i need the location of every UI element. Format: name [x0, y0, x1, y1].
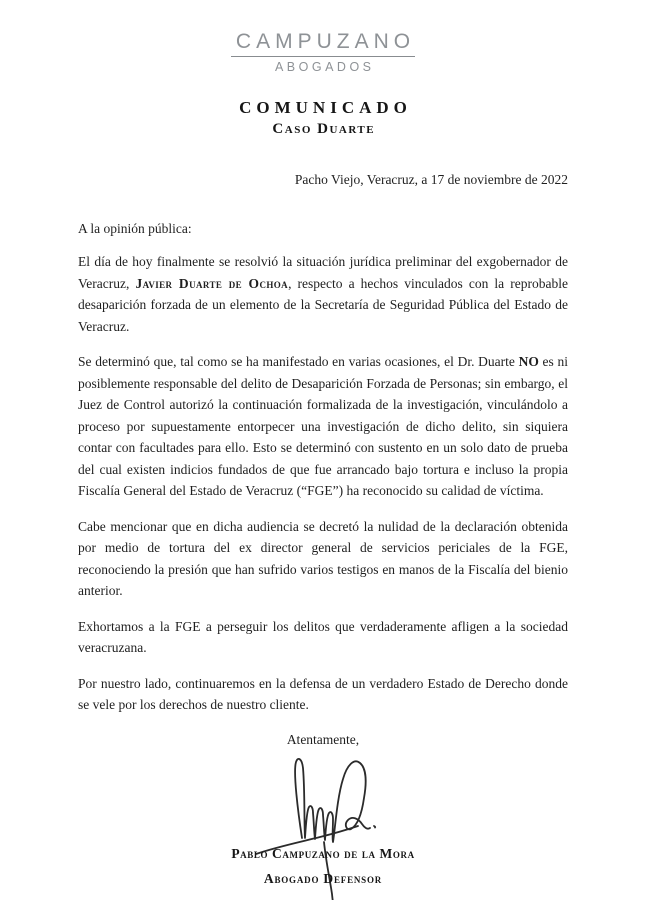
paragraph-2-emphasis-no: NO	[518, 354, 539, 369]
handwritten-signature-icon	[248, 750, 398, 844]
logo-brand-name: CAMPUZANO	[231, 30, 415, 57]
closing-block	[78, 732, 568, 887]
dateline: Pacho Viejo, Veracruz, a 17 de noviembre de 2022	[294, 172, 568, 187]
paragraph-2	[78, 351, 568, 502]
paragraph-1-emphasis-name: Javier Duarte de Ochoa	[135, 275, 289, 291]
paragraph-2-text-pre: Se determinó que, tal como se ha manifestado en varias ocasiones, el Dr. Duarte	[78, 354, 519, 369]
paragraph-2-text-post: es ni posiblemente responsable del delito de Desaparición Forzada de Personas; sin embargo, el Juez de Control autorizó la continuación formalizada de la investigación, vinculándolo a proceso por supuestamente entorpecer una investigación de dicho delito, sin siquiera contar con facultades para ello. Esto se determinó con sustento en un solo dato de prueba del cual existen indicios fundados de que fue arrancado bajo tortura e incluso la propia Fiscalía General del Estado de Veracruz (“FGE”) ha reconocido su calidad de víctima.	[78, 354, 568, 498]
paragraph-3: Cabe mencionar que en dicha audiencia se decretó la nulidad de la declaración obtenida por medio de tortura del ex director general de servicios periciales de la FGE, reconociendo la presión que han sufrido varios testigos en manos de la Fiscalía del bienio anterior.	[78, 518, 568, 598]
law-firm-logo	[78, 30, 568, 74]
signer-title: Abogado Defensor	[263, 870, 383, 886]
paragraph-1	[78, 251, 568, 337]
headline-title: COMUNICADO	[239, 98, 412, 117]
logo-subtitle: ABOGADOS	[274, 60, 375, 74]
paragraph-1-text-post: , respecto a hechos vinculados con la reprobable desaparición forzada de un elemento de la Secretaría de Seguridad Pública del Estado de Veracruz.	[78, 275, 568, 334]
closing-salutation: Atentamente,	[286, 731, 360, 747]
paragraph-1-text-pre: El día de hoy finalmente se resolvió la situación jurídica preliminar del exgobernador de Veracruz,	[78, 254, 568, 291]
signer-name: Pablo Campuzano de la Mora	[231, 845, 415, 861]
document-headline	[78, 98, 568, 138]
paragraph-5: Por nuestro lado, continuaremos en la defensa de un verdadero Estado de Derecho donde se vele por los derechos de nuestro cliente.	[78, 675, 568, 712]
salutation: A la opinión pública:	[78, 221, 192, 236]
paragraph-4: Exhortamos a la FGE a perseguir los delitos que verdaderamente afligen a la sociedad veracruzana.	[78, 618, 568, 655]
headline-case-subtitle: Caso Duarte	[272, 121, 376, 137]
